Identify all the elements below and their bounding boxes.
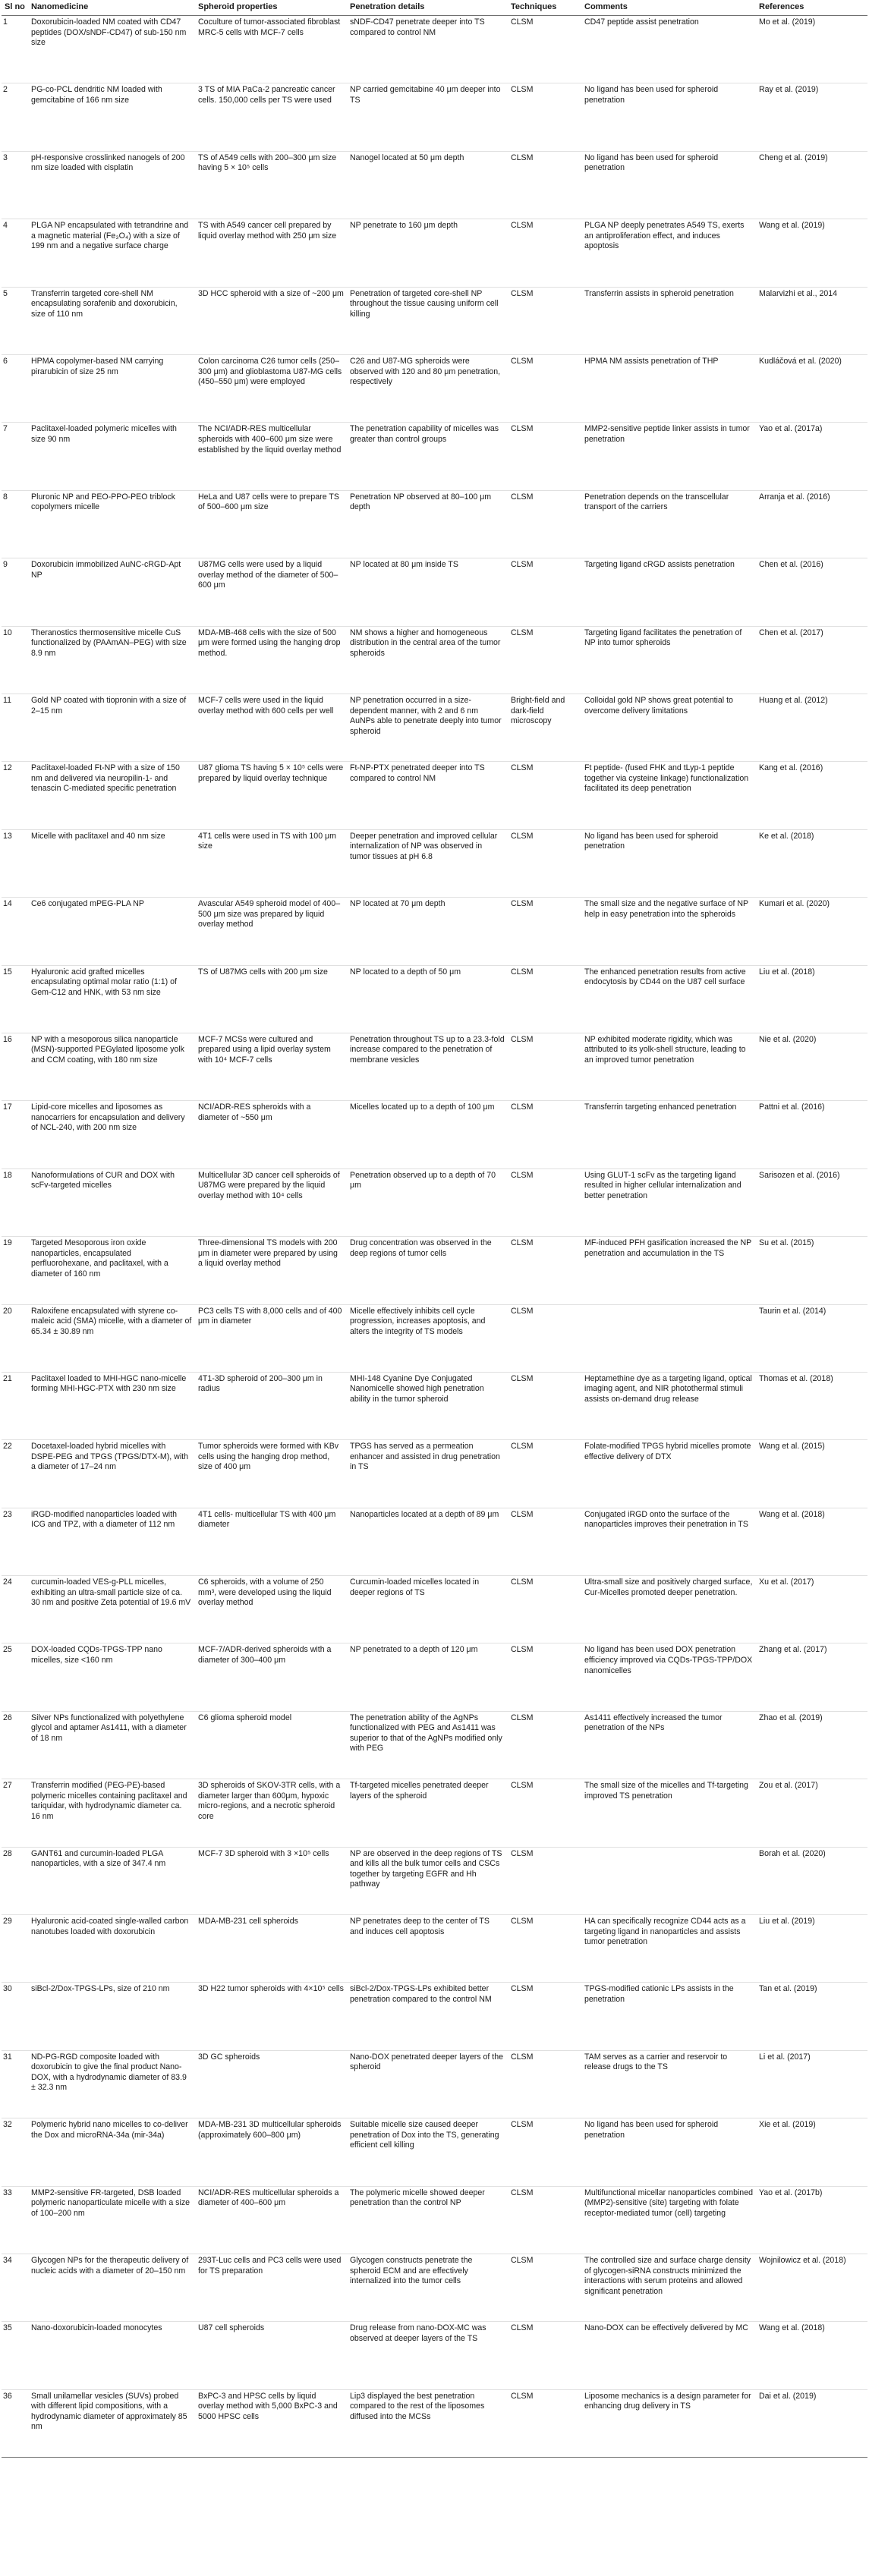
nanomedicine-cell: Nano-doxorubicin-loaded monocytes — [28, 2322, 195, 2389]
spheroid-properties-cell: 3 TS of MIA PaCa-2 pancreatic cancer cells. 150,000 cells per TS were used — [195, 83, 347, 151]
table-row — [2, 355, 867, 423]
sl-no-cell: 13 — [2, 829, 28, 897]
references-cell: Borah et al. (2020) — [756, 1847, 867, 1914]
spheroid-properties-cell: TS of A549 cells with 200–300 μm size having 5 × 10⁵ cells — [195, 151, 347, 219]
header-references: References — [756, 0, 867, 16]
spheroid-properties-cell: PC3 cells TS with 8,000 cells and of 400 μm in diameter — [195, 1304, 347, 1372]
references-cell: Cheng et al. (2019) — [756, 151, 867, 219]
table-row — [2, 1440, 867, 1508]
techniques-cell: CLSM — [508, 558, 581, 626]
references-cell: Wojnilowicz et al. (2018) — [756, 2254, 867, 2321]
references-cell: Nie et al. (2020) — [756, 1033, 867, 1100]
table-row — [2, 626, 867, 694]
techniques-cell: CLSM — [508, 1508, 581, 1575]
table-row — [2, 1643, 867, 1711]
references-cell: Pattni et al. (2016) — [756, 1101, 867, 1168]
header-row — [2, 0, 867, 16]
references-cell: Liu et al. (2019) — [756, 1915, 867, 1983]
header-sl-no: Sl no — [2, 0, 28, 16]
sl-no-cell: 29 — [2, 1915, 28, 1983]
spheroid-properties-cell: 4T1 cells were used in TS with 100 μm size — [195, 829, 347, 897]
techniques-cell: CLSM — [508, 2254, 581, 2321]
sl-no-cell: 22 — [2, 1440, 28, 1508]
table-row — [2, 490, 867, 558]
sl-no-cell: 30 — [2, 1983, 28, 2050]
spheroid-properties-cell: U87 cell spheroids — [195, 2322, 347, 2389]
comments-cell: Penetration depends on the transcellular transport of the carriers — [581, 490, 756, 558]
nanomedicine-cell: Silver NPs functionalized with polyethylene glycol and aptamer As1411, with a diameter of 18 nm — [28, 1711, 195, 1779]
spheroid-properties-cell: 3D spheroids of SKOV-3TR cells, with a diameter larger than 600μm, hypoxic micro-regions, and a necrotic spheroid core — [195, 1779, 347, 1847]
techniques-cell: CLSM — [508, 1440, 581, 1508]
comments-cell: As1411 effectively increased the tumor penetration of the NPs — [581, 1711, 756, 1779]
penetration-details-cell: Nanogel located at 50 μm depth — [347, 151, 508, 219]
nanomedicine-cell: PLGA NP encapsulated with tetrandrine and a magnetic material (Fe₃O₄) with a size of 199 nm and a negative surface charge — [28, 219, 195, 287]
techniques-cell: CLSM — [508, 16, 581, 83]
sl-no-cell: 9 — [2, 558, 28, 626]
sl-no-cell: 18 — [2, 1168, 28, 1236]
sl-no-cell: 21 — [2, 1372, 28, 1439]
table-row — [2, 2050, 867, 2118]
table-row — [2, 1711, 867, 1779]
penetration-details-cell: NP located to a depth of 50 μm — [347, 965, 508, 1033]
table-row — [2, 1101, 867, 1168]
sl-no-cell: 8 — [2, 490, 28, 558]
comments-cell: Heptamethine dye as a targeting ligand, optical imaging agent, and NIR photothermal stimuli assists on-demand drug release — [581, 1372, 756, 1439]
sl-no-cell: 6 — [2, 355, 28, 423]
comments-cell: Colloidal gold NP shows great potential to overcome delivery limitations — [581, 694, 756, 761]
table-row — [2, 1983, 867, 2050]
comments-cell — [581, 1847, 756, 1914]
penetration-details-cell: C26 and U87-MG spheroids were observed with 120 and 80 μm penetration, respectively — [347, 355, 508, 423]
comments-cell: Using GLUT-1 scFv as the targeting ligand resulted in higher cellular internalization and better penetration — [581, 1168, 756, 1236]
comments-cell: HA can specifically recognize CD44 acts as a targeting ligand in nanoparticles and assists tumor penetration — [581, 1915, 756, 1983]
nanomedicine-cell: Doxorubicin immobilized AuNC-cRGD-Apt NP — [28, 558, 195, 626]
comments-cell: TAM serves as a carrier and reservoir to release drugs to the TS — [581, 2050, 756, 2118]
comments-cell: No ligand has been used for spheroid penetration — [581, 151, 756, 219]
nanomedicine-cell: Paclitaxel-loaded polymeric micelles with size 90 nm — [28, 423, 195, 490]
penetration-details-cell: Penetration throughout TS up to a 23.3-fold increase compared to the penetration of membrane vesicles — [347, 1033, 508, 1100]
penetration-details-cell: NP penetrate to 160 μm depth — [347, 219, 508, 287]
sl-no-cell: 17 — [2, 1101, 28, 1168]
penetration-details-cell: Tf-targeted micelles penetrated deeper layers of the spheroid — [347, 1779, 508, 1847]
comments-cell: Liposome mechanics is a design parameter for enhancing drug delivery in TS — [581, 2389, 756, 2457]
nanomedicine-cell: Small unilamellar vesicles (SUVs) probed with different lipid compositions, with a hydrodynamic diameter of approximately 85 nm — [28, 2389, 195, 2457]
penetration-details-cell: Nano-DOX penetrated deeper layers of the spheroid — [347, 2050, 508, 2118]
references-cell: Zhao et al. (2019) — [756, 1711, 867, 1779]
nanomedicine-cell: Polymeric hybrid nano micelles to co-deliver the Dox and microRNA-34a (mir-34a) — [28, 2118, 195, 2186]
nanomedicine-cell: HPMA copolymer-based NM carrying pirarubicin of size 25 nm — [28, 355, 195, 423]
references-cell: Wang et al. (2015) — [756, 1440, 867, 1508]
techniques-cell: CLSM — [508, 829, 581, 897]
sl-no-cell: 27 — [2, 1779, 28, 1847]
penetration-details-cell: NP penetrates deep to the center of TS and induces cell apoptosis — [347, 1915, 508, 1983]
sl-no-cell: 20 — [2, 1304, 28, 1372]
spheroid-properties-cell: TS with A549 cancer cell prepared by liquid overlay method with 250 μm size — [195, 219, 347, 287]
references-cell: Kumari et al. (2020) — [756, 898, 867, 965]
references-cell: Sarisozen et al. (2016) — [756, 1168, 867, 1236]
nanomedicine-cell: Paclitaxel loaded to MHI-HGC nano-micelle forming MHI-HGC-PTX with 230 nm size — [28, 1372, 195, 1439]
sl-no-cell: 28 — [2, 1847, 28, 1914]
techniques-cell: CLSM — [508, 219, 581, 287]
penetration-details-cell: NP are observed in the deep regions of TS and kills all the bulk tumor cells and CSCs together by targeting EGFR and Hh pathway — [347, 1847, 508, 1914]
spheroid-properties-cell: NCI/ADR-RES multicellular spheroids a diameter of 400–600 μm — [195, 2186, 347, 2254]
references-cell: Xu et al. (2017) — [756, 1576, 867, 1643]
comments-cell: CD47 peptide assist penetration — [581, 16, 756, 83]
nanomedicine-cell: curcumin-loaded VES-g-PLL micelles, exhibiting an ultra-small particle size of ca. 30 nm and positive Zeta potential of 19.6 mV — [28, 1576, 195, 1643]
sl-no-cell: 31 — [2, 2050, 28, 2118]
techniques-cell: CLSM — [508, 762, 581, 829]
sl-no-cell: 16 — [2, 1033, 28, 1100]
table-row — [2, 1372, 867, 1439]
techniques-cell: CLSM — [508, 2118, 581, 2186]
references-cell: Malarvizhi et al., 2014 — [756, 287, 867, 354]
penetration-details-cell: Micelles located up to a depth of 100 μm — [347, 1101, 508, 1168]
techniques-cell: CLSM — [508, 1168, 581, 1236]
table-row — [2, 2322, 867, 2389]
techniques-cell: CLSM — [508, 1033, 581, 1100]
spheroid-properties-cell: MCF-7 3D spheroid with 3 ×10⁵ cells — [195, 1847, 347, 1914]
comments-cell: Transferrin assists in spheroid penetration — [581, 287, 756, 354]
techniques-cell: CLSM — [508, 2186, 581, 2254]
table-row — [2, 1304, 867, 1372]
references-cell: Tan et al. (2019) — [756, 1983, 867, 2050]
techniques-cell: CLSM — [508, 965, 581, 1033]
nanomedicine-cell: Hyaluronic acid-coated single-walled carbon nanotubes loaded with doxorubicin — [28, 1915, 195, 1983]
spheroid-properties-cell: U87MG cells were used by a liquid overlay method of the diameter of 500–600 μm — [195, 558, 347, 626]
references-cell: Thomas et al. (2018) — [756, 1372, 867, 1439]
spheroid-properties-cell: TS of U87MG cells with 200 μm size — [195, 965, 347, 1033]
techniques-cell: CLSM — [508, 1237, 581, 1304]
penetration-details-cell: Lip3 displayed the best penetration compared to the rest of the liposomes diffused into the MCSs — [347, 2389, 508, 2457]
nanomedicine-cell: pH-responsive crosslinked nanogels of 200 nm size loaded with cisplatin — [28, 151, 195, 219]
nanomedicine-cell: Targeted Mesoporous iron oxide nanoparticles, encapsulated perfluorohexane, and paclitaxel, with a diameter of 160 nm — [28, 1237, 195, 1304]
sl-no-cell: 36 — [2, 2389, 28, 2457]
header-nanomedicine: Nanomedicine — [28, 0, 195, 16]
table-row — [2, 898, 867, 965]
nanomedicine-cell: DOX-loaded CQDs-TPGS-TPP nano micelles, size <160 nm — [28, 1643, 195, 1711]
comments-cell: No ligand has been used for spheroid penetration — [581, 829, 756, 897]
table-row — [2, 762, 867, 829]
nanomedicine-cell: Paclitaxel-loaded Ft-NP with a size of 150 nm and delivered via neuropilin-1- and tenascin C-mediated specific penetration — [28, 762, 195, 829]
penetration-details-cell: The penetration ability of the AgNPs functionalized with PEG and As1411 was superior to that of the AgNPs modified only with PEG — [347, 1711, 508, 1779]
penetration-details-cell: Glycogen constructs penetrate the spheroid ECM and are effectively internalized into the tumor cells — [347, 2254, 508, 2321]
table-row — [2, 965, 867, 1033]
techniques-cell: CLSM — [508, 2322, 581, 2389]
penetration-details-cell: NP penetration occurred in a size-dependent manner, with 2 and 6 nm AuNPs able to penetrate deeply into tumor spheroid — [347, 694, 508, 761]
techniques-cell: CLSM — [508, 2050, 581, 2118]
sl-no-cell: 14 — [2, 898, 28, 965]
references-cell: Zhang et al. (2017) — [756, 1643, 867, 1711]
techniques-cell: CLSM — [508, 423, 581, 490]
techniques-cell: CLSM — [508, 1983, 581, 2050]
spheroid-properties-cell: Tumor spheroids were formed with KBv cells using the hanging drop method, size of 400 μm — [195, 1440, 347, 1508]
techniques-cell: CLSM — [508, 2389, 581, 2457]
sl-no-cell: 3 — [2, 151, 28, 219]
nanomedicine-cell: Transferrin modified (PEG-PE)-based polymeric micelles containing paclitaxel and tariquidar, with hydrodynamic diameter ca. 16 nm — [28, 1779, 195, 1847]
spheroid-properties-cell: HeLa and U87 cells were to prepare TS of 500–600 μm size — [195, 490, 347, 558]
penetration-details-cell: Curcumin-loaded micelles located in deeper regions of TS — [347, 1576, 508, 1643]
table-row — [2, 1168, 867, 1236]
comments-cell — [581, 1304, 756, 1372]
penetration-details-cell: Penetration of targeted core-shell NP throughout the tissue causing uniform cell killing — [347, 287, 508, 354]
penetration-details-cell: NM shows a higher and homogeneous distribution in the central area of the tumor spheroids — [347, 626, 508, 694]
techniques-cell: CLSM — [508, 83, 581, 151]
techniques-cell: CLSM — [508, 1643, 581, 1711]
table-row — [2, 219, 867, 287]
table-row — [2, 558, 867, 626]
comments-cell: No ligand has been used DOX penetration efficiency improved via CQDs-TPGS-TPP/DOX nanomicelles — [581, 1643, 756, 1711]
table-row — [2, 16, 867, 83]
techniques-cell: Bright-field and dark-field microscopy — [508, 694, 581, 761]
sl-no-cell: 10 — [2, 626, 28, 694]
techniques-cell: CLSM — [508, 490, 581, 558]
nanomedicine-cell: Raloxifene encapsulated with styrene co-maleic acid (SMA) micelle, with a diameter of 65.34 ± 30.89 nm — [28, 1304, 195, 1372]
nanomedicine-cell: Theranostics thermosensitive micelle CuS functionalized by (PAAmAN–PEG) with size 8.9 nm — [28, 626, 195, 694]
references-cell: Mo et al. (2019) — [756, 16, 867, 83]
nanomedicine-cell: GANT61 and curcumin-loaded PLGA nanoparticles, with a size of 347.4 nm — [28, 1847, 195, 1914]
spheroid-properties-cell: MDA-MB-468 cells with the size of 500 μm were formed using the hanging drop method. — [195, 626, 347, 694]
comments-cell: The controlled size and surface charge density of glycogen-siRNA constructs minimized the interactions with serum proteins and allowed significant penetration — [581, 2254, 756, 2321]
spheroid-properties-cell: MCF-7/ADR-derived spheroids with a diameter of 300–400 μm — [195, 1643, 347, 1711]
comments-cell: MMP2-sensitive peptide linker assists in tumor penetration — [581, 423, 756, 490]
table-row — [2, 1847, 867, 1914]
comments-cell: Transferrin targeting enhanced penetration — [581, 1101, 756, 1168]
table-row — [2, 1915, 867, 1983]
comments-cell: No ligand has been used for spheroid penetration — [581, 83, 756, 151]
penetration-details-cell: siBcl-2/Dox-TPGS-LPs exhibited better penetration compared to the control NM — [347, 1983, 508, 2050]
nanomedicine-cell: Lipid-core micelles and liposomes as nanocarriers for encapsulation and delivery of NCL-240, with 200 nm size — [28, 1101, 195, 1168]
table-row — [2, 1779, 867, 1847]
table-row — [2, 1576, 867, 1643]
nanomedicine-cell: Docetaxel-loaded hybrid micelles with DSPE-PEG and TPGS (TPGS/DTX-M), with a diameter of 17–24 nm — [28, 1440, 195, 1508]
techniques-cell: CLSM — [508, 1372, 581, 1439]
spheroid-properties-cell: MDA-MB-231 cell spheroids — [195, 1915, 347, 1983]
sl-no-cell: 19 — [2, 1237, 28, 1304]
techniques-cell: CLSM — [508, 287, 581, 354]
sl-no-cell: 2 — [2, 83, 28, 151]
penetration-details-cell: Deeper penetration and improved cellular internalization of NP was observed in tumor tissues at pH 6.8 — [347, 829, 508, 897]
references-cell: Huang et al. (2012) — [756, 694, 867, 761]
comments-cell: PLGA NP deeply penetrates A549 TS, exerts an antiproliferation effect, and induces apoptosis — [581, 219, 756, 287]
sl-no-cell: 26 — [2, 1711, 28, 1779]
sl-no-cell: 12 — [2, 762, 28, 829]
nanomedicine-cell: Nanoformulations of CUR and DOX with scFv-targeted micelles — [28, 1168, 195, 1236]
sl-no-cell: 1 — [2, 16, 28, 83]
penetration-details-cell: Ft-NP-PTX penetrated deeper into TS compared to control NM — [347, 762, 508, 829]
comments-cell: Multifunctional micellar nanoparticles combined (MMP2)-sensitive (site) targeting with folate receptor-mediated tumor (cell) targeting — [581, 2186, 756, 2254]
nanomedicine-cell: NP with a mesoporous silica nanoparticle (MSN)-supported PEGylated liposome yolk and CCM coating, with 180 nm size — [28, 1033, 195, 1100]
spheroid-properties-cell: 3D HCC spheroid with a size of ~200 μm — [195, 287, 347, 354]
comments-cell: Folate-modified TPGS hybrid micelles promote effective delivery of DTX — [581, 1440, 756, 1508]
table-row — [2, 151, 867, 219]
spheroid-properties-cell: Colon carcinoma C26 tumor cells (250–300 μm) and glioblastoma U87-MG cells (450–550 μm) were employed — [195, 355, 347, 423]
techniques-cell: CLSM — [508, 1304, 581, 1372]
references-cell: Chen et al. (2017) — [756, 626, 867, 694]
table-row — [2, 83, 867, 151]
spheroid-properties-cell: BxPC-3 and HPSC cells by liquid overlay method with 5,000 BxPC-3 and 5000 HPSC cells — [195, 2389, 347, 2457]
penetration-details-cell: Penetration observed up to a depth of 70 μm — [347, 1168, 508, 1236]
penetration-details-cell: Nanoparticles located at a depth of 89 μm — [347, 1508, 508, 1575]
spheroid-properties-cell: 3D H22 tumor spheroids with 4×10⁵ cells — [195, 1983, 347, 2050]
nanomedicine-cell: MMP2-sensitive FR-targeted, DSB loaded polymeric nanoparticulate micelle with a size of 100–200 nm — [28, 2186, 195, 2254]
spheroid-properties-cell: MCF-7 MCSs were cultured and prepared using a lipid overlay system with 10⁴ MCF-7 cells — [195, 1033, 347, 1100]
references-cell: Ke et al. (2018) — [756, 829, 867, 897]
references-cell: Yao et al. (2017b) — [756, 2186, 867, 2254]
sl-no-cell: 34 — [2, 2254, 28, 2321]
penetration-details-cell: The polymeric micelle showed deeper penetration than the control NP — [347, 2186, 508, 2254]
sl-no-cell: 7 — [2, 423, 28, 490]
comments-cell: Targeting ligand cRGD assists penetration — [581, 558, 756, 626]
comments-cell: NP exhibited moderate rigidity, which was attributed to its yolk-shell structure, leading to an improved tumor penetration — [581, 1033, 756, 1100]
references-cell: Arranja et al. (2016) — [756, 490, 867, 558]
nanomedicine-cell: PG-co-PCL dendritic NM loaded with gemcitabine of 166 nm size — [28, 83, 195, 151]
nanomedicine-cell: Doxorubicin-loaded NM coated with CD47 peptides (DOX/sNDF-CD47) of sub-150 nm size — [28, 16, 195, 83]
techniques-cell: CLSM — [508, 1101, 581, 1168]
references-cell: Zou et al. (2017) — [756, 1779, 867, 1847]
header-spheroid-properties: Spheroid properties — [195, 0, 347, 16]
references-cell: Liu et al. (2018) — [756, 965, 867, 1033]
spheroid-properties-cell: C6 spheroids, with a volume of 250 mm³, were developed using the liquid overlay method — [195, 1576, 347, 1643]
nanomedicine-cell: Ce6 conjugated mPEG-PLA NP — [28, 898, 195, 965]
sl-no-cell: 24 — [2, 1576, 28, 1643]
spheroid-properties-cell: 4T1 cells- multicellular TS with 400 μm diameter — [195, 1508, 347, 1575]
techniques-cell: CLSM — [508, 1779, 581, 1847]
techniques-cell: CLSM — [508, 1576, 581, 1643]
spheroid-properties-cell: NCI/ADR-RES spheroids with a diameter of ~550 μm — [195, 1101, 347, 1168]
references-cell: Li et al. (2017) — [756, 2050, 867, 2118]
spheroid-properties-cell: Avascular A549 spheroid model of 400–500 μm size was prepared by liquid overlay method — [195, 898, 347, 965]
penetration-details-cell: Drug release from nano-DOX-MC was observed at deeper layers of the TS — [347, 2322, 508, 2389]
table-row — [2, 694, 867, 761]
spheroid-properties-cell: Three-dimensional TS models with 200 μm in diameter were prepared by using a liquid overlay method — [195, 1237, 347, 1304]
penetration-details-cell: Micelle effectively inhibits cell cycle progression, increases apoptosis, and alters the integrity of TS models — [347, 1304, 508, 1372]
penetration-details-cell: Suitable micelle size caused deeper penetration of Dox into the TS, generating efficient cell killing — [347, 2118, 508, 2186]
comments-cell: Ft peptide- (fused FHK and tLyp-1 peptide together via cysteine linkage) functionalization facilitated its deep penetration — [581, 762, 756, 829]
sl-no-cell: 35 — [2, 2322, 28, 2389]
penetration-details-cell: MHI-148 Cyanine Dye Conjugated Nanomicelle showed high penetration ability in the tumor spheroid — [347, 1372, 508, 1439]
penetration-details-cell: NP penetrated to a depth of 120 μm — [347, 1643, 508, 1711]
nanomedicine-penetration-table — [2, 0, 867, 2458]
table-row — [2, 2118, 867, 2186]
spheroid-properties-cell: Coculture of tumor-associated fibroblast MRC-5 cells with MCF-7 cells — [195, 16, 347, 83]
nanomedicine-cell: Micelle with paclitaxel and 40 nm size — [28, 829, 195, 897]
spheroid-properties-cell: C6 glioma spheroid model — [195, 1711, 347, 1779]
spheroid-properties-cell: 3D GC spheroids — [195, 2050, 347, 2118]
penetration-details-cell: The penetration capability of micelles was greater than control groups — [347, 423, 508, 490]
references-cell: Su et al. (2015) — [756, 1237, 867, 1304]
references-cell: Wang et al. (2018) — [756, 2322, 867, 2389]
nanomedicine-cell: Gold NP coated with tiopronin with a size of 2–15 nm — [28, 694, 195, 761]
techniques-cell: CLSM — [508, 1915, 581, 1983]
spheroid-properties-cell: Multicellular 3D cancer cell spheroids of U87MG were prepared by the liquid overlay method with 10⁴ cells — [195, 1168, 347, 1236]
table-row — [2, 829, 867, 897]
comments-cell: The enhanced penetration results from active endocytosis by CD44 on the U87 cell surface — [581, 965, 756, 1033]
techniques-cell: CLSM — [508, 1847, 581, 1914]
table-row — [2, 2389, 867, 2457]
table-header — [2, 0, 867, 16]
nanomedicine-cell: siBcl-2/Dox-TPGS-LPs, size of 210 nm — [28, 1983, 195, 2050]
spheroid-properties-cell: The NCI/ADR-RES multicellular spheroids with 400–600 μm size were established by the liquid overlay method — [195, 423, 347, 490]
techniques-cell: CLSM — [508, 355, 581, 423]
nanomedicine-cell: Transferrin targeted core-shell NM encapsulating sorafenib and doxorubicin, size of 110 nm — [28, 287, 195, 354]
techniques-cell: CLSM — [508, 626, 581, 694]
spheroid-properties-cell: MDA-MB-231 3D multicellular spheroids (approximately 600–800 μm) — [195, 2118, 347, 2186]
table-row — [2, 2186, 867, 2254]
nanomedicine-cell: iRGD-modified nanoparticles loaded with ICG and TPZ, with a diameter of 112 nm — [28, 1508, 195, 1575]
comments-cell: Conjugated iRGD onto the surface of the nanoparticles improves their penetration in TS — [581, 1508, 756, 1575]
spheroid-properties-cell: 293T-Luc cells and PC3 cells were used for TS preparation — [195, 2254, 347, 2321]
comments-cell: Nano-DOX can be effectively delivered by MC — [581, 2322, 756, 2389]
sl-no-cell: 25 — [2, 1643, 28, 1711]
sl-no-cell: 33 — [2, 2186, 28, 2254]
sl-no-cell: 32 — [2, 2118, 28, 2186]
spheroid-properties-cell: MCF-7 cells were used in the liquid overlay method with 600 cells per well — [195, 694, 347, 761]
comments-cell: HPMA NM assists penetration of THP — [581, 355, 756, 423]
table-row — [2, 1033, 867, 1100]
spheroid-properties-cell: U87 glioma TS having 5 × 10⁵ cells were prepared by liquid overlay technique — [195, 762, 347, 829]
nanomedicine-cell: Hyaluronic acid grafted micelles encapsulating optimal molar ratio (1:1) of Gem-C12 and HNK, with 53 nm size — [28, 965, 195, 1033]
table-row — [2, 287, 867, 354]
references-cell: Yao et al. (2017a) — [756, 423, 867, 490]
nanomedicine-cell: ND-PG-RGD composite loaded with doxorubicin to give the final product Nano-DOX, with a hydrodynamic diameter of 83.9 ± 32.3 nm — [28, 2050, 195, 2118]
references-cell: Ray et al. (2019) — [756, 83, 867, 151]
penetration-details-cell: TPGS has served as a permeation enhancer and assisted in drug penetration in TS — [347, 1440, 508, 1508]
table-row — [2, 423, 867, 490]
table-body — [2, 16, 867, 2458]
penetration-details-cell: NP carried gemcitabine 40 μm deeper into TS — [347, 83, 508, 151]
references-cell: Wang et al. (2018) — [756, 1508, 867, 1575]
sl-no-cell: 5 — [2, 287, 28, 354]
comments-cell: No ligand has been used for spheroid penetration — [581, 2118, 756, 2186]
nanomedicine-cell: Glycogen NPs for the therapeutic delivery of nucleic acids with a diameter of 20–150 nm — [28, 2254, 195, 2321]
nanomedicine-cell: Pluronic NP and PEO-PPO-PEO triblock copolymers micelle — [28, 490, 195, 558]
techniques-cell: CLSM — [508, 898, 581, 965]
penetration-details-cell: sNDF-CD47 penetrate deeper into TS compared to control NM — [347, 16, 508, 83]
techniques-cell: CLSM — [508, 151, 581, 219]
comments-cell: TPGS-modified cationic LPs assists in the penetration — [581, 1983, 756, 2050]
references-cell: Wang et al. (2019) — [756, 219, 867, 287]
table-row — [2, 2254, 867, 2321]
penetration-details-cell: Penetration NP observed at 80–100 μm depth — [347, 490, 508, 558]
sl-no-cell: 15 — [2, 965, 28, 1033]
techniques-cell: CLSM — [508, 1711, 581, 1779]
references-cell: Chen et al. (2016) — [756, 558, 867, 626]
comments-cell: Ultra-small size and positively charged surface, Cur-Micelles promoted deeper penetration. — [581, 1576, 756, 1643]
header-penetration-details: Penetration details — [347, 0, 508, 16]
references-cell: Xie et al. (2019) — [756, 2118, 867, 2186]
comments-cell: Targeting ligand facilitates the penetration of NP into tumor spheroids — [581, 626, 756, 694]
sl-no-cell: 11 — [2, 694, 28, 761]
comments-cell: The small size of the micelles and Tf-targeting improved TS penetration — [581, 1779, 756, 1847]
header-comments: Comments — [581, 0, 756, 16]
comments-cell: The small size and the negative surface of NP help in easy penetration into the spheroids — [581, 898, 756, 965]
table-row — [2, 1237, 867, 1304]
references-cell: Dai et al. (2019) — [756, 2389, 867, 2457]
penetration-details-cell: NP located at 80 μm inside TS — [347, 558, 508, 626]
spheroid-properties-cell: 4T1-3D spheroid of 200–300 μm in radius — [195, 1372, 347, 1439]
table-row — [2, 1508, 867, 1575]
references-cell: Taurin et al. (2014) — [756, 1304, 867, 1372]
comments-cell: MF-induced PFH gasification increased the NP penetration and accumulation in the TS — [581, 1237, 756, 1304]
references-cell: Kang et al. (2016) — [756, 762, 867, 829]
sl-no-cell: 23 — [2, 1508, 28, 1575]
sl-no-cell: 4 — [2, 219, 28, 287]
penetration-details-cell: Drug concentration was observed in the deep regions of tumor cells — [347, 1237, 508, 1304]
header-techniques: Techniques — [508, 0, 581, 16]
penetration-details-cell: NP located at 70 μm depth — [347, 898, 508, 965]
references-cell: Kudláčová et al. (2020) — [756, 355, 867, 423]
